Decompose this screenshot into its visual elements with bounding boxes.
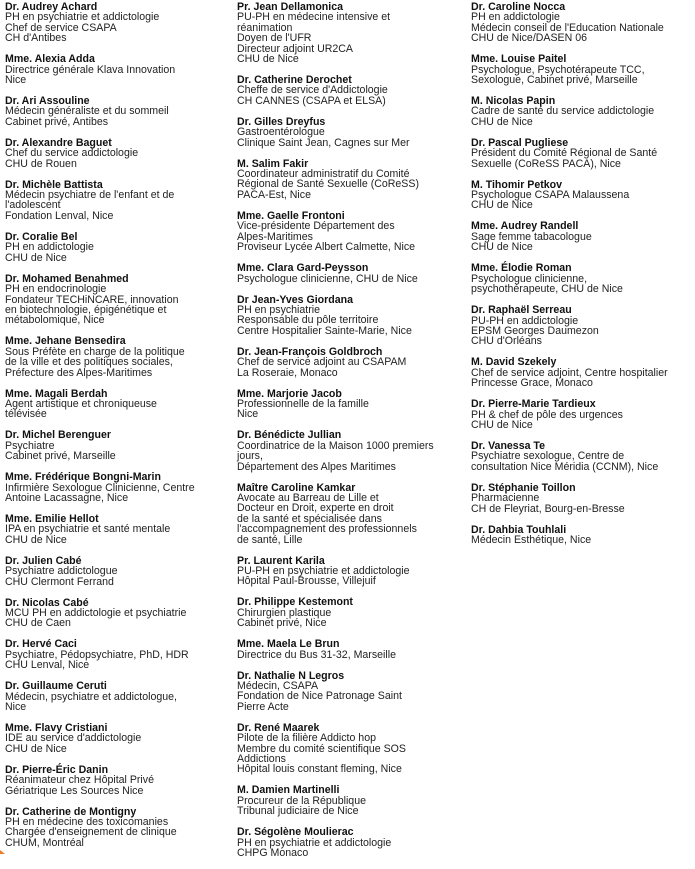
speaker-entry	[471, 357, 695, 388]
speaker-title-line: télévisée	[5, 408, 47, 421]
decorative-corner-shape	[0, 850, 5, 854]
speaker-entry	[5, 472, 233, 503]
speaker-title-line: Régional de Santé Sexuelle (CoReSS)	[237, 178, 419, 191]
speaker-entry	[237, 75, 467, 106]
speaker-name: M. David Szekely	[471, 356, 557, 369]
speaker-title-line: Cheffe de service d'Addictologie	[237, 84, 388, 97]
speaker-title-line: Psychiatre sexologue, Centre de	[471, 450, 625, 463]
speaker-title-line: Psychiatre	[5, 439, 55, 452]
speaker-title-line: CH de Fleyriat, Bourg-en-Bresse	[471, 502, 625, 515]
speaker-title-line: Psychiatre addictologue	[5, 565, 118, 578]
speaker-entry	[237, 389, 467, 420]
speaker-column	[471, 2, 695, 556]
speaker-entry	[5, 54, 233, 85]
speaker-name: M. Tihomir Petkov	[471, 178, 563, 191]
speaker-name: Dr. Stéphanie Toillon	[471, 481, 576, 494]
speaker-title-line: Alpes-Maritimes	[237, 230, 313, 243]
speaker-title-line: Procureur de la République	[237, 794, 366, 807]
speaker-name: Dr. Pascal Pugliese	[471, 136, 569, 149]
speaker-entry	[237, 430, 467, 472]
speaker-entry	[237, 723, 467, 775]
speaker-title-line: Médecin, CSAPA	[237, 680, 319, 693]
speaker-title-line: Pharmacienne	[471, 492, 540, 505]
speaker-name: Dr. Jean-François Goldbroch	[237, 345, 383, 358]
speaker-title-line: Directrice du Bus 31-32, Marseille	[237, 648, 396, 661]
speaker-title-line: Psychiatre, Pédopsychiatre, PhD, HDR	[5, 648, 189, 661]
speaker-name: Dr Jean-Yves Giordana	[237, 293, 353, 306]
speaker-title-line: Directeur adjoint UR2CA	[237, 42, 353, 55]
speaker-name: Dr. René Maarek	[237, 721, 320, 734]
speaker-entry	[237, 263, 467, 284]
speaker-title-line: Médecin, psychiatre et addictologue,	[5, 690, 177, 703]
speaker-title-line: PH en psychiatrie et addictologie	[5, 11, 160, 24]
speaker-title-line: Coordinateur administratif du Comité	[237, 168, 410, 181]
speaker-title-line: en biotechnologie, épigénétique et	[5, 303, 167, 316]
speaker-title-line: métabolomique, Nice	[5, 314, 105, 327]
speaker-entry	[5, 430, 233, 461]
speaker-entry	[5, 681, 233, 712]
speaker-title-line: réanimation	[237, 21, 293, 34]
speaker-name: Dr. Hervé Caci	[5, 638, 77, 651]
speaker-name: Mme. Magali Berdah	[5, 387, 108, 400]
speaker-name: Dr. Mohamed Benahmed	[5, 272, 129, 285]
speaker-title-line: Pierre Acte	[237, 700, 289, 713]
speaker-title-line: PH & chef de pôle des urgences	[471, 408, 623, 421]
speaker-title-line: Médecin Esthétique, Nice	[471, 533, 592, 546]
speaker-entry	[237, 295, 467, 337]
speaker-title-line: Chirurgien plastique	[237, 606, 332, 619]
speaker-title-line: CHU de Nice	[471, 241, 533, 254]
speaker-title-line: Responsable du pôle territoire	[237, 314, 379, 327]
speaker-title-line: CHU de Nice	[5, 533, 67, 546]
speaker-title-line: de santé, Lille	[237, 533, 303, 546]
speaker-title-line: Sexologue, Cabinet privé, Marseille	[471, 74, 638, 87]
speaker-name: Dr. Coralie Bel	[5, 230, 78, 243]
speaker-list	[0, 1, 695, 860]
speaker-title-line: Cabinet privé, Nice	[237, 617, 327, 630]
speaker-title-line: Directrice générale Klava Innovation	[5, 63, 176, 76]
speaker-name: Mme. Flavy Cristiani	[5, 722, 108, 735]
speaker-name: Dr. Vanessa Te	[471, 439, 546, 452]
speaker-entry	[237, 597, 467, 628]
speaker-entry	[5, 336, 233, 378]
speaker-title-line: Clinique Saint Jean, Cagnes sur Mer	[237, 136, 410, 149]
speaker-title-line: CHU de Caen	[5, 617, 71, 630]
speaker-name: Dr. Bénédicte Jullian	[237, 429, 342, 442]
speaker-entry	[5, 2, 233, 44]
speaker-entry	[5, 232, 233, 263]
speaker-title-line: Tribunal judiciaire de Nice	[237, 805, 359, 818]
speaker-title-line: PU-PH en médecine intensive et	[237, 11, 391, 24]
speaker-name: Dr. Caroline Nocca	[471, 1, 566, 13]
speaker-title-line: Addictions	[237, 753, 286, 766]
speaker-name: Mme. Louise Paitel	[471, 53, 567, 66]
speaker-title-line: CHU Lenval, Nice	[5, 659, 90, 672]
speaker-title-line: Médecin conseil de l'Education Nationale	[471, 21, 664, 34]
speaker-title-line: Antoine Lacassagne, Nice	[5, 491, 129, 504]
speaker-title-line: Gériatrique Les Sources Nice	[5, 784, 144, 797]
speaker-name: Mme. Maela Le Brun	[237, 638, 340, 651]
speaker-entry	[471, 441, 695, 472]
speaker-title-line: Fondation Lenval, Nice	[5, 209, 114, 222]
speaker-entry	[471, 54, 695, 85]
speaker-entry	[5, 639, 233, 670]
speaker-title-line: psychothérapeute, CHU de Nice	[471, 283, 623, 296]
speaker-title-line: CHU de Nice	[471, 199, 533, 212]
speaker-entry	[237, 785, 467, 816]
speaker-entry	[237, 483, 467, 545]
speaker-title-line: CHU de Nice	[5, 742, 67, 755]
speaker-title-line: Doyen de l'UFR	[237, 32, 312, 45]
speaker-title-line: Médecin généraliste et du sommeil	[5, 105, 169, 118]
speaker-title-line: Département des Alpes Maritimes	[237, 460, 396, 473]
speaker-title-line: Psychologue, Psychotérapeute TCC,	[471, 63, 645, 76]
speaker-name: Pr. Laurent Karila	[237, 554, 325, 567]
speaker-entry	[5, 807, 233, 849]
speaker-name: Mme. Jehane Bensedira	[5, 335, 126, 348]
speaker-title-line: PH en addictologie	[5, 241, 94, 254]
speaker-entry	[5, 723, 233, 754]
speaker-title-line: Nice	[5, 701, 27, 714]
speaker-title-line: Président du Comité Régional de Santé	[471, 147, 658, 160]
speaker-title-line: PH en médecine des toxicomanies	[5, 816, 169, 829]
speaker-title-line: Proviseur Lycée Albert Calmette, Nice	[237, 241, 416, 254]
speaker-title-line: MCU PH en addictologie et psychiatrie	[5, 607, 187, 619]
speaker-title-line: CHU de Nice/DASEN 06	[471, 32, 587, 45]
speaker-title-line: Princesse Grace, Monaco	[471, 377, 593, 390]
speaker-title-line: Sous Préfète en charge de la politique	[5, 345, 185, 358]
speaker-title-line: Préfecture des Alpes-Maritimes	[5, 366, 153, 379]
speaker-entry	[471, 399, 695, 430]
speaker-entry	[237, 671, 467, 713]
speaker-entry	[471, 96, 695, 127]
speaker-title-line: Chef de service adjoint, Centre hospitalier	[471, 366, 668, 379]
speaker-title-line: Pilote de la filière Addicto hop	[237, 732, 376, 745]
speaker-name: Mme. Clara Gard-Peysson	[237, 262, 369, 275]
speaker-name: Dr. Nathalie N Legros	[237, 669, 345, 682]
speaker-title-line: Psychologue clinicienne,	[471, 272, 588, 285]
speaker-entry	[471, 263, 695, 294]
speaker-title-line: Chargée d'enseignement de clinique	[5, 826, 177, 839]
speaker-name: Dr. Catherine de Montigny	[5, 805, 137, 818]
speaker-title-line: Vice-présidente Département des	[237, 220, 395, 233]
speaker-title-line: Agent artistique et chroniqueuse	[5, 397, 157, 410]
speaker-title-line: Cabinet privé, Antibes	[5, 115, 109, 128]
speaker-name: Dr. Guillaume Ceruti	[5, 680, 107, 693]
speaker-name: Dr. Michel Berenguer	[5, 429, 111, 442]
speaker-title-line: PU-PH en addictologie	[471, 314, 579, 327]
speaker-entry	[237, 556, 467, 587]
speaker-name: Dr. Julien Cabé	[5, 554, 82, 567]
speaker-entry	[237, 347, 467, 378]
speaker-entry	[5, 389, 233, 420]
speaker-title-line: Avocate au Barreau de Lille et	[237, 491, 379, 504]
speaker-title-line: Infirmière Sexologue Clinicienne, Centre	[5, 481, 195, 494]
speaker-title-line: PU-PH en psychiatrie et addictologie	[237, 565, 410, 577]
speaker-title-line: Nice	[5, 74, 27, 87]
speaker-title-line: Cabinet privé, Marseille	[5, 450, 116, 463]
speaker-entry	[471, 305, 695, 347]
speaker-entry	[237, 159, 467, 201]
speaker-name: Dr. Michèle Battista	[5, 178, 103, 191]
speaker-title-line: CHU Clermont Ferrand	[5, 575, 114, 588]
speaker-entry	[471, 2, 695, 44]
speaker-entry	[471, 483, 695, 514]
speaker-title-line: PH en psychiatrie et addictologie	[237, 836, 392, 849]
speaker-name: Pr. Jean Dellamonica	[237, 1, 343, 13]
speaker-name: Dr. Dahbia Touhlali	[471, 523, 567, 536]
speaker-title-line: Professionnelle de la famille	[237, 397, 369, 410]
speaker-entry	[237, 639, 467, 660]
speaker-entry	[471, 221, 695, 252]
speaker-title-line: Psychologue CSAPA Malaussena	[471, 189, 630, 202]
speaker-column	[237, 2, 467, 869]
speaker-title-line: Réanimateur chez Hôpital Privé	[5, 774, 154, 787]
speaker-name: Mme. Audrey Randell	[471, 220, 579, 233]
speaker-title-line: CHU de Nice	[471, 115, 533, 128]
speaker-name: M. Salim Fakir	[237, 157, 309, 170]
speaker-name: M. Damien Martinelli	[237, 784, 340, 797]
speaker-column	[5, 2, 233, 859]
speaker-title-line: CHPG Monaco	[237, 847, 309, 860]
speaker-title-line: consultation Nice Méridia (CCNM), Nice	[471, 460, 659, 473]
speaker-name: Dr. Nicolas Cabé	[5, 596, 89, 609]
speaker-title-line: PACA-Est, Nice	[237, 188, 311, 201]
speaker-title-line: Coordinatrice de la Maison 1000 premiers	[237, 439, 434, 452]
speaker-title-line: CH d'Antibes	[5, 32, 67, 45]
speaker-entry	[5, 556, 233, 587]
speaker-name: Dr. Pierre-Éric Danin	[5, 763, 109, 776]
speaker-title-line: jours,	[237, 450, 263, 463]
speaker-entry	[471, 525, 695, 546]
speaker-entry	[5, 138, 233, 169]
speaker-title-line: Chef du service addictologie	[5, 147, 139, 160]
speaker-title-line: CHU de Rouen	[5, 157, 77, 170]
speaker-name: Dr. Alexandre Baguet	[5, 136, 112, 149]
speaker-title-line: de la ville et des politiques sociales,	[5, 356, 173, 369]
speaker-entry	[5, 96, 233, 127]
speaker-name: Maître Caroline Kamkar	[237, 481, 356, 494]
speaker-entry	[237, 117, 467, 148]
speaker-title-line: La Roseraie, Monaco	[237, 366, 338, 379]
speaker-title-line: Hôpital louis constant fleming, Nice	[237, 763, 402, 776]
speaker-title-line: Membre du comité scientifique SOS	[237, 742, 406, 755]
speaker-title-line: IPA en psychiatrie et santé mentale	[5, 523, 171, 536]
speaker-title-line: Chef de service adjoint au CSAPAM	[237, 356, 407, 369]
speaker-name: Mme. Frédérique Bongni-Marin	[5, 471, 161, 484]
speaker-entry	[5, 598, 233, 629]
speaker-title-line: CHU de Nice	[5, 251, 67, 264]
speaker-name: Mme. Élodie Roman	[471, 262, 572, 275]
speaker-title-line: CHU d'Orléans	[471, 335, 542, 348]
speaker-name: Mme. Gaelle Frontoni	[237, 209, 345, 222]
speaker-title-line: Docteur en Droit, experte en droit	[237, 502, 394, 515]
speaker-entry	[471, 180, 695, 211]
speaker-title-line: Cadre de santé du service addictologie	[471, 105, 655, 118]
speaker-title-line: IDE au service d'addictologie	[5, 732, 142, 745]
speaker-name: Dr. Ari Assouline	[5, 95, 90, 108]
speaker-title-line: Gastroentérologue	[237, 126, 325, 139]
speaker-name: Dr. Ségolène Moulierac	[237, 826, 354, 839]
speaker-entry	[237, 2, 467, 64]
speaker-title-line: l'accompagnement des professionnels	[237, 523, 417, 536]
speaker-title-line: de la santé et spécialisée dans	[237, 512, 382, 525]
speaker-name: Dr. Audrey Achard	[5, 1, 98, 13]
speaker-entry	[471, 138, 695, 169]
speaker-entry	[5, 180, 233, 222]
speaker-title-line: Centre Hospitalier Sainte-Marie, Nice	[237, 324, 412, 337]
speaker-name: Dr. Raphaël Serreau	[471, 304, 572, 317]
speaker-name: Mme. Alexia Adda	[5, 53, 95, 66]
speaker-name: M. Nicolas Papin	[471, 95, 556, 108]
speaker-title-line: CHU de Nice	[471, 418, 533, 431]
speaker-title-line: Fondation de Nice Patronage Saint	[237, 690, 402, 703]
speaker-name: Dr. Pierre-Marie Tardieux	[471, 398, 596, 411]
speaker-title-line: Nice	[237, 408, 259, 421]
speaker-entry	[5, 514, 233, 545]
speaker-title-line: CHUM, Montréal	[5, 836, 84, 849]
speaker-title-line: Hôpital Paul-Brousse, Villejuif	[237, 575, 376, 588]
speaker-title-line: PH en addictologie	[471, 11, 560, 24]
speaker-name: Mme. Emilie Hellot	[5, 512, 99, 525]
speaker-title-line: PH en psychiatrie	[237, 303, 321, 316]
speaker-title-line: Psychologue clinicienne, CHU de Nice	[237, 272, 418, 285]
speaker-title-line: l'adolescent	[5, 199, 61, 212]
speaker-title-line: Sexuelle (CoReSS PACA), Nice	[471, 157, 621, 170]
speaker-title-line: CH CANNES (CSAPA et ELSA)	[237, 94, 386, 107]
speaker-title-line: Fondateur TECHiNCARE, innovation	[5, 293, 179, 306]
speaker-name: Dr. Catherine Derochet	[237, 74, 352, 87]
speaker-name: Dr. Gilles Dreyfus	[237, 115, 326, 128]
speaker-title-line: PH en endocrinologie	[5, 283, 107, 296]
speaker-title-line: EPSM Georges Daumezon	[471, 324, 599, 337]
speaker-title-line: Chef de service CSAPA	[5, 21, 117, 34]
speaker-entry	[5, 274, 233, 326]
speaker-entry	[5, 765, 233, 796]
speaker-name: Dr. Philippe Kestemont	[237, 596, 353, 609]
speaker-entry	[237, 211, 467, 253]
speaker-title-line: Médecin psychiatre de l'enfant et de	[5, 189, 175, 202]
speaker-name: Mme. Marjorie Jacob	[237, 387, 342, 400]
speaker-title-line: Sage femme tabacologue	[471, 230, 592, 243]
speaker-title-line: CHU de Nice	[237, 53, 299, 66]
